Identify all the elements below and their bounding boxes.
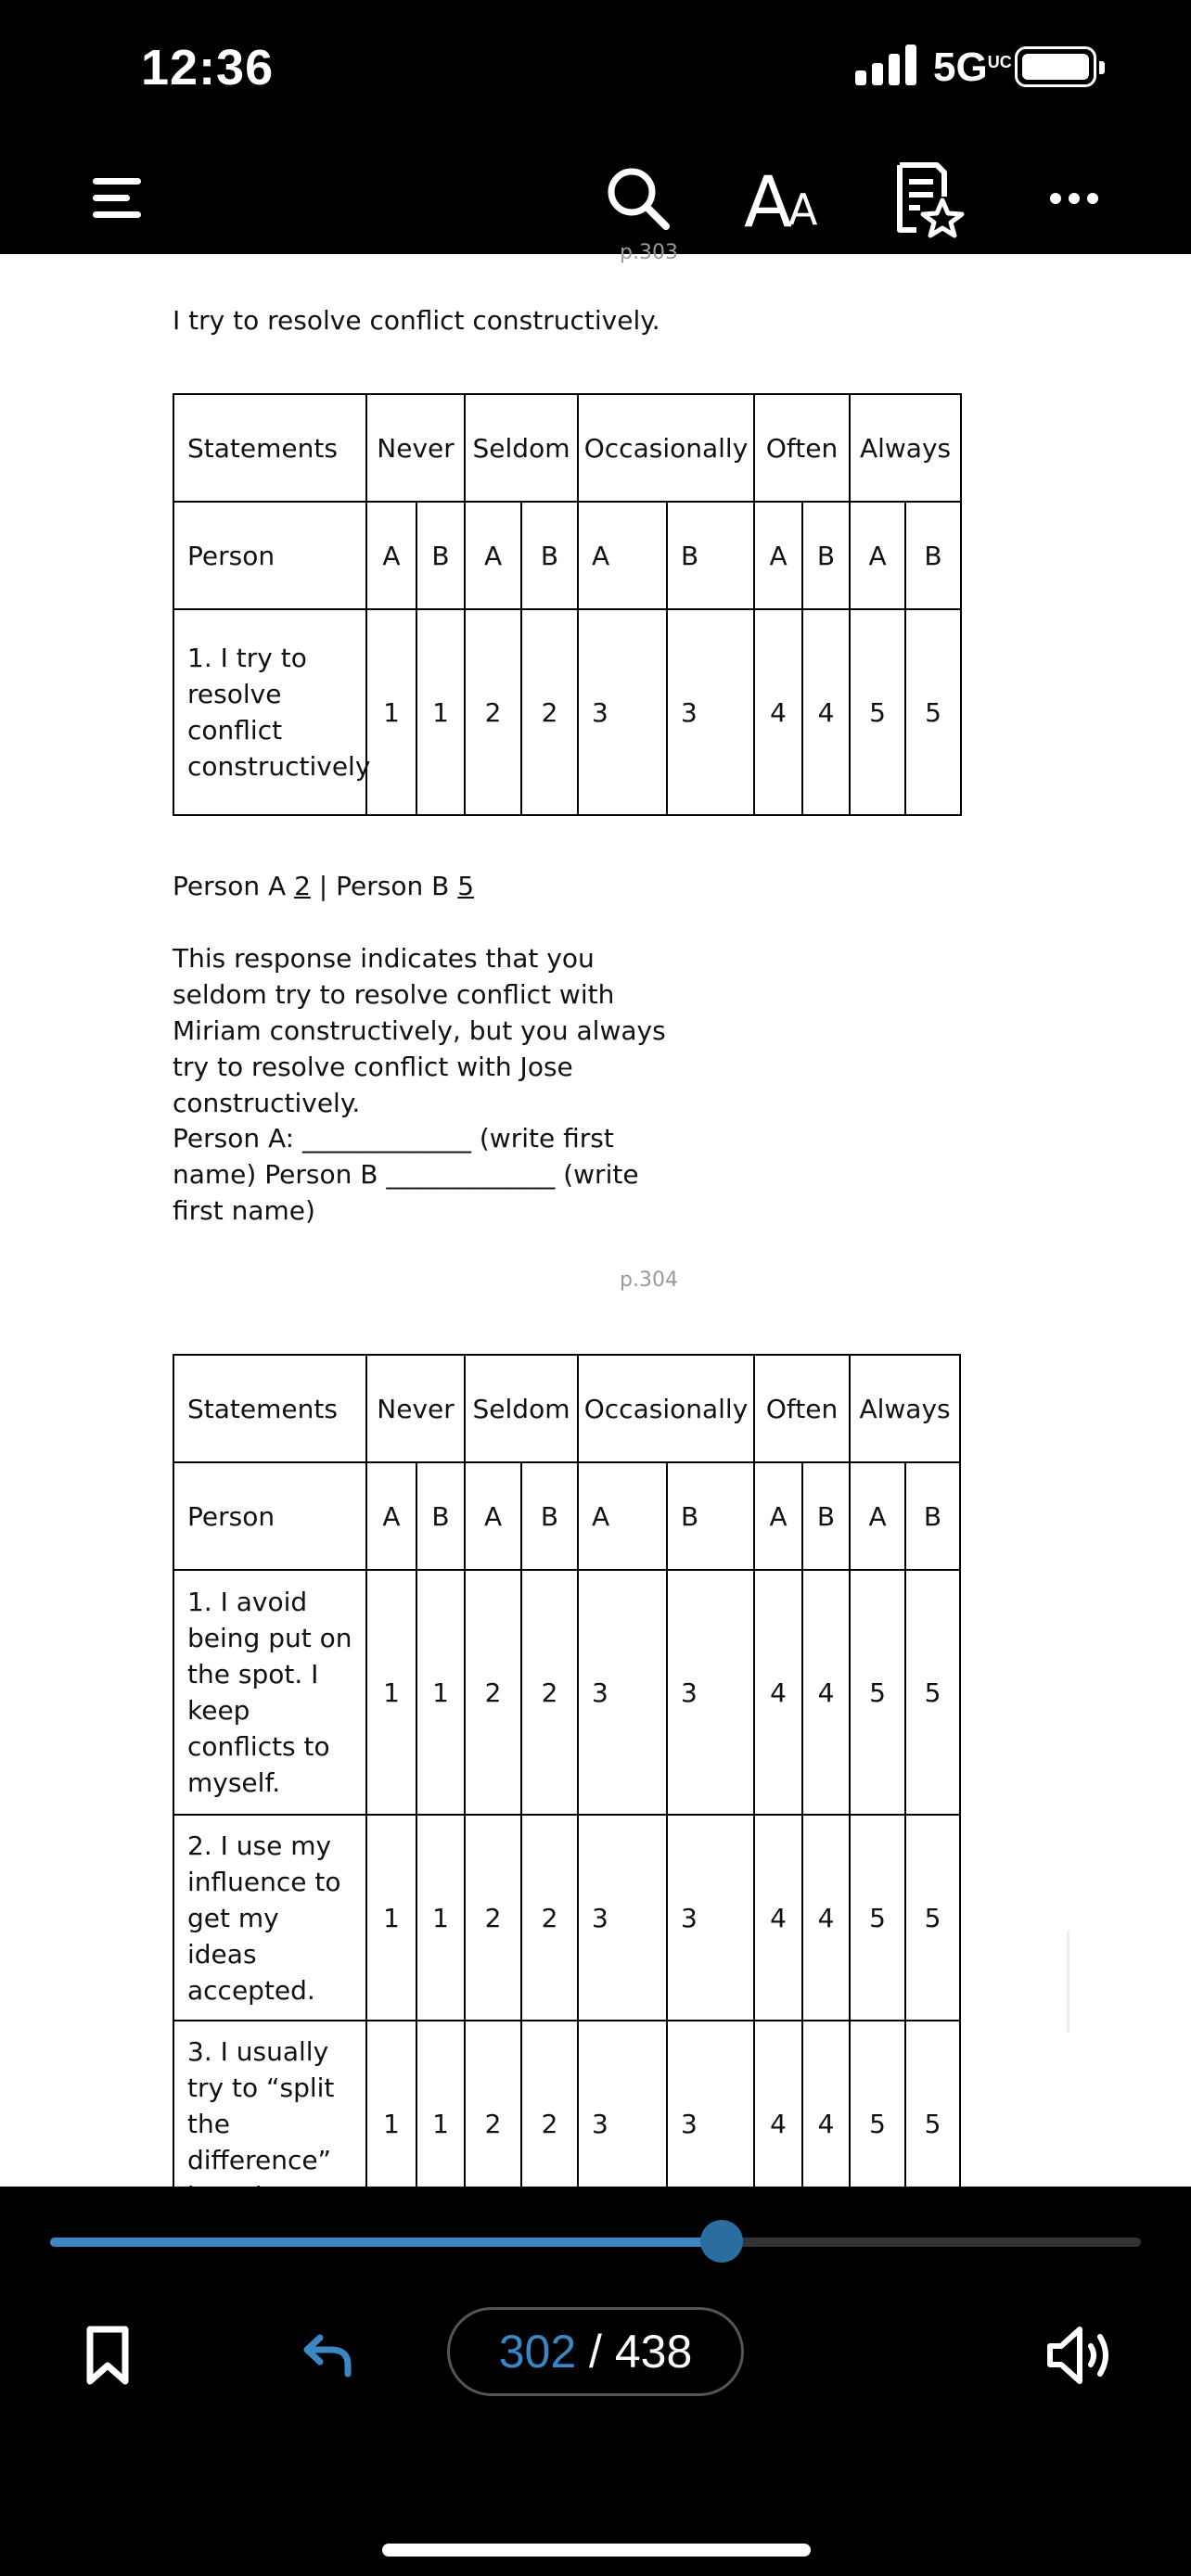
progress-slider[interactable] [50,2238,1141,2247]
rating-cell: 2 [465,1815,521,2021]
svg-text:A: A [744,160,792,243]
menu-icon [89,174,145,223]
statement-cell: 1. I avoid being put on the spot. I keep conflicts to myself. [173,1570,366,1815]
more-icon [1046,191,1102,206]
total-pages: 438 [614,2326,693,2378]
previous-page-number: p.303 [620,241,678,264]
person-cell: A [465,502,521,609]
progress-fill [50,2238,722,2247]
rating-cell: 2 [465,1570,521,1815]
rating-cell: 4 [802,2021,850,2226]
person-cell: B [521,502,578,609]
rating-cell: 4 [802,1815,850,2021]
rating-cell: 4 [802,609,850,815]
statement-cell: 1. I try to resolve conflict constructively [173,609,366,815]
person-cell: A [578,502,667,609]
survey-table-1 [173,393,962,816]
scale-header: Never [366,394,465,502]
scale-header: Never [366,1355,465,1462]
rating-cell: 2 [465,2021,521,2226]
rating-cell: 4 [754,2021,802,2226]
rating-cell: 3 [667,1570,754,1815]
rating-cell: 2 [521,1815,578,2021]
survey-table-2 [173,1354,961,2227]
book-page [0,241,1191,2187]
person-cell: B [667,502,754,609]
person-label: Person [173,502,366,609]
person-cell: A [754,502,802,609]
network-label: 5GUC [933,45,1012,90]
rating-cell: 4 [802,1570,850,1815]
person-cell: A [465,1462,521,1570]
table-header-row [173,394,961,502]
network-suffix: UC [987,53,1012,71]
rating-cell: 3 [578,1570,667,1815]
rating-cell: 1 [366,2021,416,2226]
rating-cell: 3 [667,1815,754,2021]
progress-thumb[interactable] [700,2220,743,2263]
rating-cell: 1 [416,1570,465,1815]
rating-cell: 3 [578,1815,667,2021]
rating-cell: 2 [465,609,521,815]
bookmark-button[interactable] [80,2318,135,2392]
rating-cell: 2 [521,609,578,815]
person-label: Person [173,1462,366,1570]
rating-cell: 4 [754,1815,802,2021]
person-cell: B [905,502,961,609]
status-bar [0,0,1191,139]
statements-header: Statements [173,1355,366,1462]
explanation-paragraph: This response indicates that you seldom try to resolve conflict with Miriam constructively, but you always try to resolve conflict with Jose constructively. [173,943,666,1118]
person-cell: A [754,1462,802,1570]
table-header-row [173,1355,960,1462]
rating-cell: 5 [850,2021,905,2226]
fill-in-instructions: Person A: _____________ (write first name) Person B _____________ (write first name) [173,1123,639,1226]
bookmark-icon [85,2325,130,2386]
rating-cell: 5 [905,609,961,815]
person-cell: B [905,1462,960,1570]
more-button[interactable] [1030,154,1119,243]
statements-header: Statements [173,394,366,502]
person-cell: A [366,1462,416,1570]
rating-cell: 1 [366,609,416,815]
page-separator: / [576,2326,615,2378]
person-cell: A [850,1462,905,1570]
scroll-indicator[interactable] [1067,1931,1069,2033]
rating-cell: 5 [850,609,905,815]
rating-cell: 3 [578,609,667,815]
rating-cell: 3 [667,2021,754,2226]
status-time: 12:36 [141,40,275,96]
scale-header: Always [850,1355,960,1462]
rating-cell: 3 [667,609,754,815]
text-size-button[interactable] [739,154,828,243]
rating-cell: 1 [416,1815,465,2021]
rating-cell: 1 [416,2021,465,2226]
search-button[interactable] [594,154,683,243]
rating-cell: 5 [905,1570,960,1815]
table-row [173,1815,960,2021]
read-aloud-button[interactable] [1043,2316,1117,2394]
svg-text:A: A [788,185,818,235]
scale-header: Often [754,1355,850,1462]
example-answer: Person A 2 | Person B 5 [173,871,475,901]
home-indicator[interactable] [382,2544,811,2557]
rating-cell: 1 [416,609,465,815]
battery-icon [1015,46,1096,87]
scale-header: Occasionally [578,394,754,502]
person-cell: B [802,502,850,609]
rating-cell: 2 [521,1570,578,1815]
person-cell: B [521,1462,578,1570]
bottom-bar [0,2187,1191,2576]
person-cell: A [578,1462,667,1570]
statement-cell: 2. I use my influence to get my ideas accepted. [173,1815,366,2021]
scale-header: Seldom [465,1355,578,1462]
person-row [173,1462,960,1570]
rating-cell: 5 [905,1815,960,2021]
menu-button[interactable] [72,154,161,243]
undo-icon [301,2333,353,2378]
scale-header: Occasionally [578,1355,754,1462]
table-row [173,609,961,815]
person-cell: B [667,1462,754,1570]
notes-icon [890,159,965,237]
rating-cell: 4 [754,609,802,815]
rating-cell: 5 [850,1570,905,1815]
person-cell: B [416,502,465,609]
text-size-icon [742,160,826,243]
scale-header: Always [850,394,961,502]
scale-header: Seldom [465,394,578,502]
statement-cell: 3. I usually try to “split the difference” [173,2021,366,2226]
rating-cell: 5 [850,1815,905,2021]
rating-cell: 4 [754,1570,802,1815]
signal-icon [855,45,922,85]
scale-header: Often [754,394,850,502]
rating-cell: 3 [578,2021,667,2226]
current-page: 302 [498,2326,577,2378]
example-b-value: 5 [457,871,475,901]
reader-toolbar [0,139,1191,254]
notes-button[interactable] [883,154,972,243]
person-cell: B [802,1462,850,1570]
person-cell: A [366,502,416,609]
search-icon [603,163,673,234]
rating-cell: 5 [905,2021,960,2226]
table-row [173,1570,960,1815]
back-button[interactable] [295,2318,360,2392]
person-cell: B [416,1462,465,1570]
page-indicator[interactable] [447,2307,744,2396]
rating-cell: 2 [521,2021,578,2226]
rating-cell: 1 [366,1815,416,2021]
rating-cell: 1 [366,1570,416,1815]
person-row [173,502,961,609]
example-a-value: 2 [294,871,311,901]
speaker-icon [1044,2324,1115,2387]
person-cell: A [850,502,905,609]
intro-statement: I try to resolve conflict constructively. [173,305,660,336]
page-number: p.304 [620,1269,678,1292]
